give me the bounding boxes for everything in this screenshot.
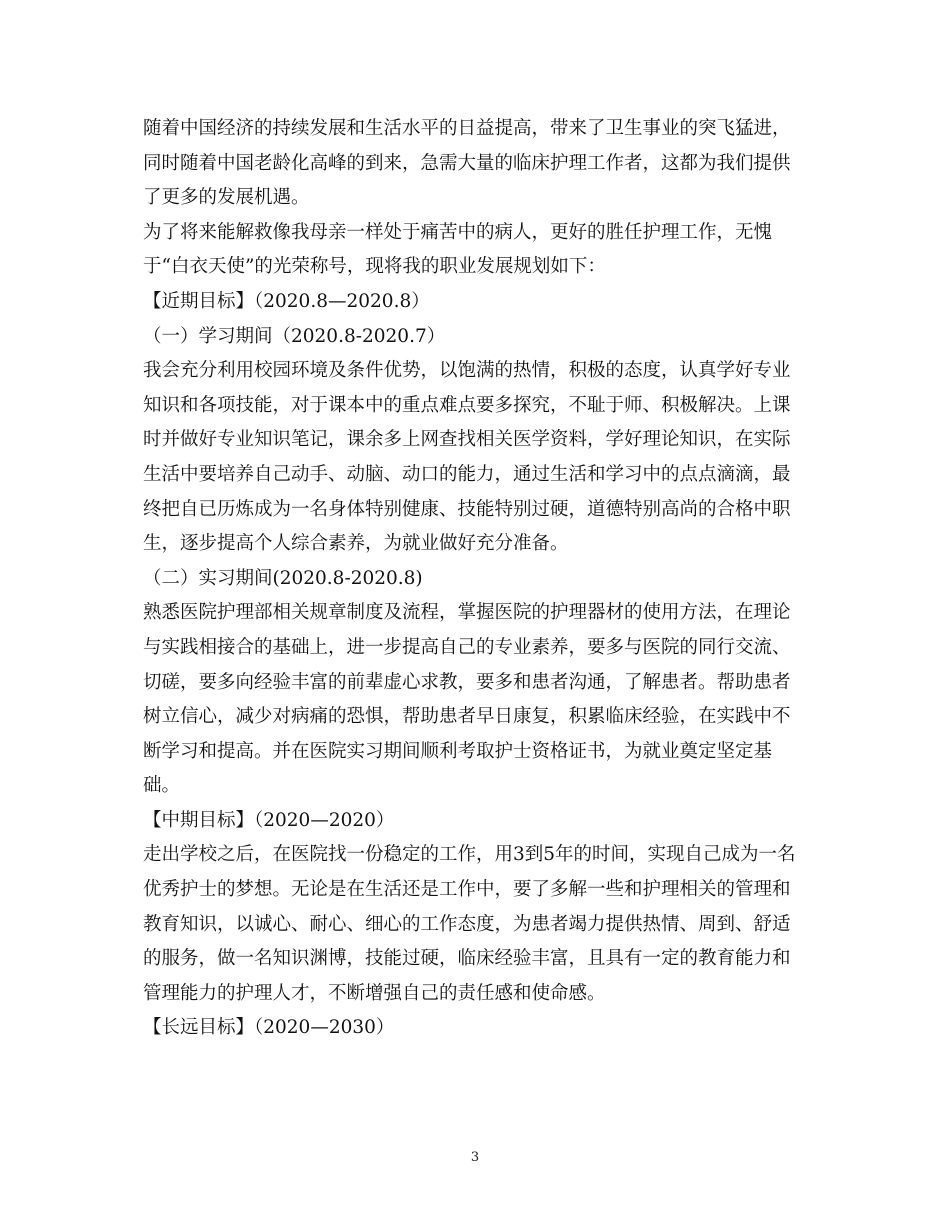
text-line: 走出学校之后，在医院找一份稳定的工作，用3到5年的时间，实现自己成为一名 xyxy=(143,844,796,866)
text-line: 树立信心，减少对病痛的恐惧，帮助患者早日康复，积累临床经验，在实践中不 xyxy=(143,706,791,728)
text-line: 了更多的发展机遇。 xyxy=(143,187,310,209)
text-line: 管理能力的护理人才，不断增强自己的责任感和使命感。 xyxy=(143,982,606,1004)
section-heading-short-term: 【近期目标】（2020.8—2020.8） xyxy=(143,290,430,312)
text-line: 的服务，做一名知识渊博，技能过硬，临床经验丰富，且具有一定的教育能力和 xyxy=(143,948,791,970)
text-line: 教育知识，以诚心、耐心、细心的工作态度，为患者竭力提供热情、周到、舒适 xyxy=(143,913,791,935)
subsection-heading-internship: （二）实习期间(2020.8-2020.8) xyxy=(143,567,423,589)
text-line: 与实践相接合的基础上，进一步提高自己的专业素养，要多与医院的同行交流、 xyxy=(143,636,791,658)
text-line: 时并做好专业知识笔记，课余多上网查找相关医学资料，学好理论知识，在实际 xyxy=(143,429,791,451)
text-line: 生活中要培养自己动手、动脑、动口的能力，通过生活和学习中的点点滴滴，最 xyxy=(143,463,791,485)
text-line: 于“白衣天使”的光荣称号，现将我的职业发展规划如下： xyxy=(143,256,606,278)
text-line: 为了将来能解救像我母亲一样处于痛苦中的病人，更好的胜任护理工作，无愧 xyxy=(143,221,773,243)
text-line: 优秀护士的梦想。无论是在生活还是工作中，要了多解一些和护理相关的管理和 xyxy=(143,879,791,901)
text-line: 切磋，要多向经验丰富的前辈虚心求教，要多和患者沟通，了解患者。帮助患者 xyxy=(143,671,791,693)
text-line: 知识和各项技能，对于课本中的重点难点要多探究，不耻于师、积极解决。上课 xyxy=(143,394,791,416)
text-line: 我会充分利用校园环境及条件优势，以饱满的热情，积极的态度，认真学好专业 xyxy=(143,360,791,382)
section-heading-mid-term: 【中期目标】（2020—2020） xyxy=(143,809,395,831)
text-line: 生，逐步提高个人综合素养，为就业做好充分准备。 xyxy=(143,533,569,555)
text-line: 终把自已历炼成为一名身体特别健康、技能特别过硬，道德特别高尚的合格中职 xyxy=(143,498,791,520)
section-heading-long-term: 【长远目标】（2020—2030） xyxy=(143,1017,395,1039)
page-number: 3 xyxy=(470,1150,480,1165)
text-line: 础。 xyxy=(143,775,181,797)
text-line: 熟悉医院护理部相关规章制度及流程，掌握医院的护理器材的使用方法，在理论 xyxy=(143,602,791,624)
body-text xyxy=(143,112,823,1046)
subsection-heading-study: （一）学习期间（2020.8-2020.7） xyxy=(143,325,446,347)
text-line: 断学习和提高。并在医院实习期间顺利考取护士资格证书，为就业奠定坚定基 xyxy=(143,740,773,762)
text-line: 随着中国经济的持续发展和生活水平的日益提高，带来了卫生事业的突飞猛进， xyxy=(143,118,791,139)
text-line: 同时随着中国老龄化高峰的到来，急需大量的临床护理工作者，这都为我们提供 xyxy=(143,152,791,174)
